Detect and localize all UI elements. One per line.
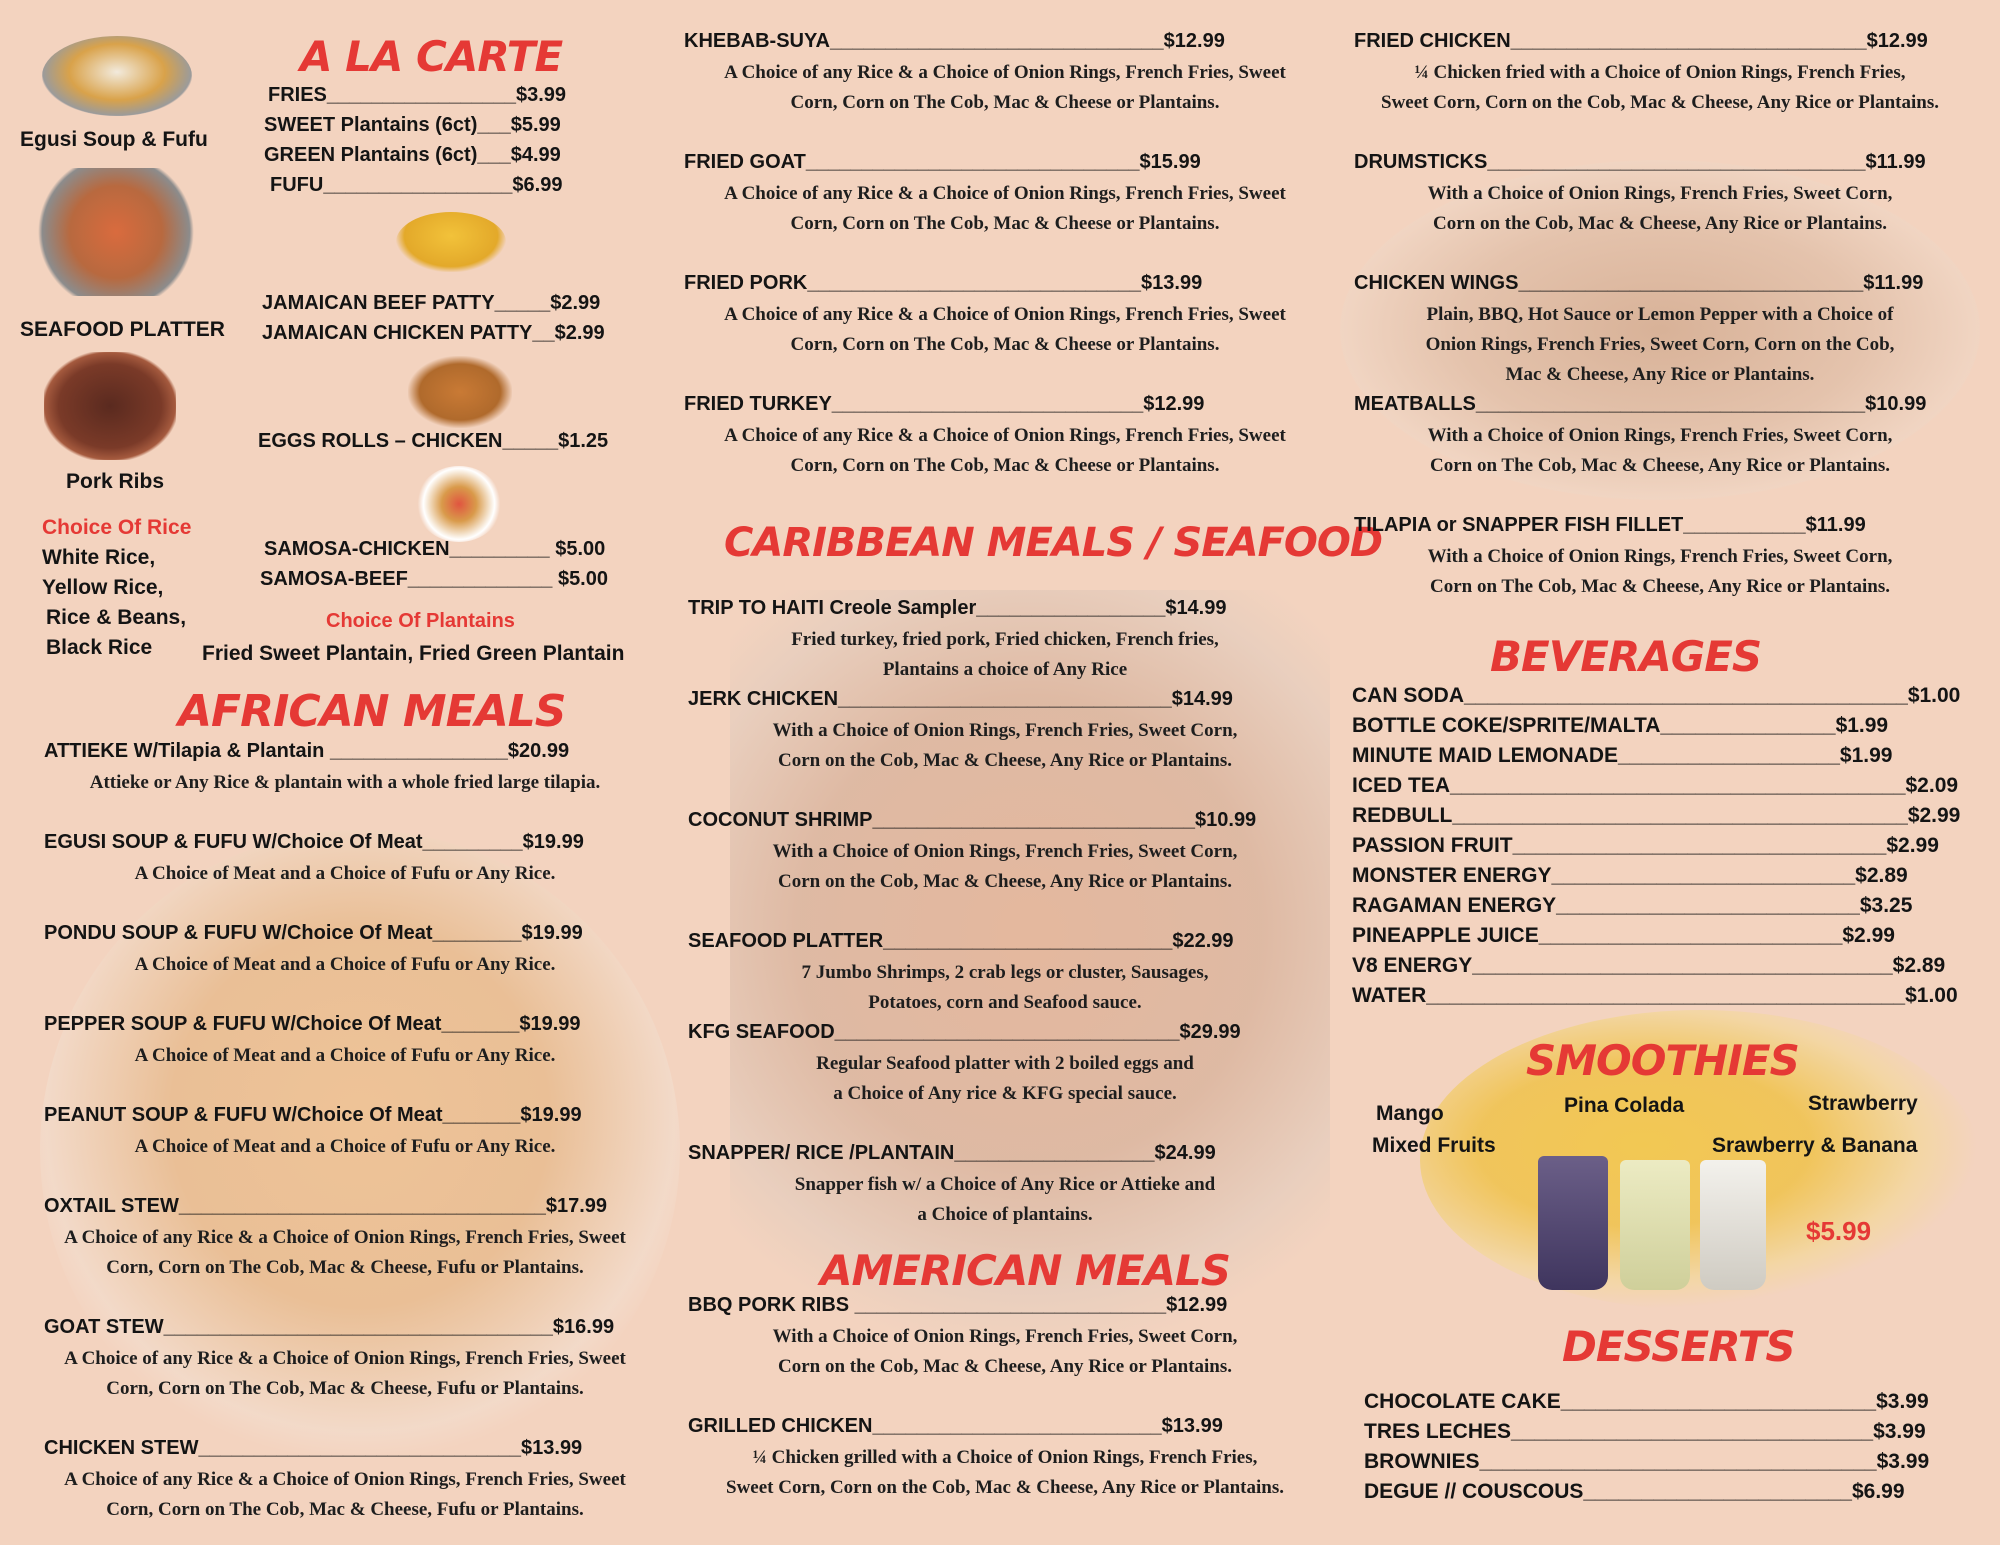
menu-item-description: Potatoes, corn and Seafood sauce. bbox=[868, 992, 1142, 1013]
menu-item-description: A Choice of Meat and a Choice of Fufu or Any Rice. bbox=[134, 1045, 556, 1066]
menu-item-description: Corn, Corn on The Cob, Mac & Cheese, Fufu or Plantains. bbox=[106, 1499, 584, 1520]
rice-option: Black Rice bbox=[46, 636, 153, 659]
a-la-carte-item: EGGS ROLLS – CHICKEN_____$1.25 bbox=[258, 430, 609, 452]
beverage-item: PASSION FRUIT________________________________$2.99 bbox=[1352, 834, 1939, 857]
menu-item-name: CHICKEN WINGS_______________________________$11.99 bbox=[1354, 272, 1924, 294]
menu-item-description: Onion Rings, French Fries, Sweet Corn, Corn on the Cob, bbox=[1425, 334, 1895, 355]
a-la-carte-item: JAMAICAN BEEF PATTY_____$2.99 bbox=[262, 292, 601, 314]
a-la-carte-item: SAMOSA-BEEF_____________ $5.00 bbox=[260, 568, 608, 590]
smoothie-flavor: Strawberry bbox=[1808, 1092, 1918, 1115]
menu-item-name: CHICKEN STEW_____________________________$13.99 bbox=[44, 1437, 583, 1459]
menu-item-description: A Choice of any Rice & a Choice of Onion Rings, French Fries, Sweet bbox=[724, 304, 1286, 325]
menu-item-description: ¼ Chicken fried with a Choice of Onion Rings, French Fries, bbox=[1414, 62, 1906, 83]
a-la-carte-title: A LA CARTE bbox=[300, 32, 563, 81]
menu-item-description: 7 Jumbo Shrimps, 2 crab legs or cluster, Sausages, bbox=[801, 962, 1209, 983]
menu-item-description: With a Choice of Onion Rings, French Fries, Sweet Corn, bbox=[1427, 183, 1893, 204]
dessert-item: CHOCOLATE CAKE___________________________$3.99 bbox=[1364, 1390, 1929, 1413]
rice-option: White Rice, bbox=[42, 546, 156, 569]
menu-item-name: KHEBAB-SUYA______________________________$12.99 bbox=[684, 30, 1225, 52]
a-la-carte-item: JAMAICAN CHICKEN PATTY__$2.99 bbox=[262, 322, 605, 344]
menu-item-description: Corn on the Cob, Mac & Cheese, Any Rice or Plantains. bbox=[1432, 213, 1888, 234]
samosa-image bbox=[416, 466, 502, 542]
menu-item-name: JERK CHICKEN______________________________$14.99 bbox=[688, 688, 1233, 710]
menu-item-name: GOAT STEW___________________________________$16.99 bbox=[44, 1316, 615, 1338]
menu-item-description: With a Choice of Onion Rings, French Fries, Sweet Corn, bbox=[772, 720, 1238, 741]
menu-item-description: Sweet Corn, Corn on the Cob, Mac & Cheese, Any Rice or Plantains. bbox=[726, 1477, 1284, 1498]
menu-item-name: SEAFOOD PLATTER__________________________$22.99 bbox=[688, 930, 1234, 952]
menu-item-description: A Choice of any Rice & a Choice of Onion Rings, French Fries, Sweet bbox=[724, 183, 1286, 204]
smoothie-cup-white-image bbox=[1700, 1160, 1766, 1290]
menu-item-description: A Choice of any Rice & a Choice of Onion Rings, French Fries, Sweet bbox=[64, 1227, 626, 1248]
menu-item-name: BBQ PORK RIBS ____________________________$12.99 bbox=[688, 1294, 1228, 1316]
menu-item-description: a Choice of Any rice & KFG special sauce. bbox=[833, 1083, 1177, 1104]
menu-item-description: With a Choice of Onion Rings, French Fries, Sweet Corn, bbox=[1427, 425, 1893, 446]
pork-ribs-caption: Pork Ribs bbox=[66, 470, 165, 493]
menu-item-description: Mac & Cheese, Any Rice or Plantains. bbox=[1505, 364, 1815, 385]
beverage-item: V8 ENERGY____________________________________$2.89 bbox=[1352, 954, 1946, 977]
beverage-item: RAGAMAN ENERGY__________________________$3.25 bbox=[1352, 894, 1913, 917]
menu-item-name: PEANUT SOUP & FUFU W/Choice Of Meat_______$19.99 bbox=[44, 1104, 582, 1126]
menu-item-description: A Choice of Meat and a Choice of Fufu or Any Rice. bbox=[134, 863, 556, 884]
menu-item-name: FRIED GOAT______________________________$15.99 bbox=[684, 151, 1201, 173]
choice-of-rice-label: Choice Of Rice bbox=[42, 516, 192, 539]
menu-item-description: Snapper fish w/ a Choice of Any Rice or Attieke and bbox=[794, 1174, 1216, 1195]
a-la-carte-item: FRIES_________________$3.99 bbox=[268, 84, 567, 106]
menu-item-description: A Choice of any Rice & a Choice of Onion Rings, French Fries, Sweet bbox=[724, 62, 1286, 83]
menu-item-description: A Choice of Meat and a Choice of Fufu or Any Rice. bbox=[134, 1136, 556, 1157]
menu-item-name: OXTAIL STEW_________________________________$17.99 bbox=[44, 1195, 608, 1217]
menu-item-name: MEATBALLS___________________________________$10.99 bbox=[1354, 393, 1927, 415]
menu-item-description: Corn on The Cob, Mac & Cheese, Any Rice or Plantains. bbox=[1429, 455, 1891, 476]
rice-option: Rice & Beans, bbox=[46, 606, 187, 629]
pork-ribs-image bbox=[44, 352, 176, 460]
menu-item-name: COCONUT SHRIMP_____________________________$10.99 bbox=[688, 809, 1257, 831]
menu-item-description: Fried turkey, fried pork, Fried chicken, French fries, bbox=[791, 629, 1219, 650]
menu-item-description: With a Choice of Onion Rings, French Fries, Sweet Corn, bbox=[772, 1326, 1238, 1347]
plantain-options-text: Fried Sweet Plantain, Fried Green Plantain bbox=[202, 642, 625, 665]
beverage-item: BOTTLE COKE/SPRITE/MALTA_______________$1.99 bbox=[1352, 714, 1889, 737]
menu-item-name: TILAPIA or SNAPPER FISH FILLET___________$11.99 bbox=[1354, 514, 1866, 536]
dessert-item: BROWNIES__________________________________$3.99 bbox=[1364, 1450, 1930, 1473]
a-la-carte-item: GREEN Plantains (6ct)___$4.99 bbox=[264, 144, 561, 166]
seafood-platter-caption: SEAFOOD PLATTER bbox=[20, 318, 225, 341]
menu-item-description: A Choice of any Rice & a Choice of Onion Rings, French Fries, Sweet bbox=[64, 1469, 626, 1490]
smoothie-flavor: Pina Colada bbox=[1564, 1094, 1685, 1117]
middle-column bbox=[670, 0, 1383, 1545]
menu-item-description: With a Choice of Onion Rings, French Fries, Sweet Corn, bbox=[1427, 546, 1893, 567]
menu-item-description: a Choice of plantains. bbox=[917, 1204, 1093, 1225]
menu-item-name: FRIED CHICKEN________________________________$12.99 bbox=[1354, 30, 1928, 52]
beef-patty-image bbox=[396, 212, 506, 272]
egusi-soup-fufu-image bbox=[42, 36, 192, 116]
menu-item-name: DRUMSTICKS__________________________________$11.99 bbox=[1354, 151, 1926, 173]
menu-item-description: Corn on the Cob, Mac & Cheese, Any Rice or Plantains. bbox=[777, 1356, 1233, 1377]
smoothie-cup-yellow-image bbox=[1620, 1160, 1690, 1290]
menu-item-description: Corn, Corn on The Cob, Mac & Cheese or Plantains. bbox=[790, 213, 1220, 234]
beverage-item: WATER_________________________________________$1.00 bbox=[1352, 984, 1958, 1007]
a-la-carte-item: SAMOSA-CHICKEN_________ $5.00 bbox=[264, 538, 606, 560]
menu-item-description: Corn, Corn on The Cob, Mac & Cheese, Fufu or Plantains. bbox=[106, 1378, 584, 1399]
left-column bbox=[0, 0, 670, 1545]
menu-item-name: GRILLED CHICKEN__________________________$13.99 bbox=[688, 1415, 1223, 1437]
menu-item-name: TRIP TO HAITI Creole Sampler_________________$14.99 bbox=[688, 597, 1227, 619]
menu-item-description: A Choice of Meat and a Choice of Fufu or Any Rice. bbox=[134, 954, 556, 975]
desserts-title: DESSERTS bbox=[1562, 1322, 1795, 1371]
beverage-item: ICED TEA_______________________________________$2.09 bbox=[1352, 774, 1959, 797]
menu-item-name: EGUSI SOUP & FUFU W/Choice Of Meat_________$19.99 bbox=[44, 831, 584, 853]
a-la-carte-item: SWEET Plantains (6ct)___$5.99 bbox=[264, 114, 561, 136]
menu-item-name: SNAPPER/ RICE /PLANTAIN__________________$24.99 bbox=[688, 1142, 1216, 1164]
beverage-item: MINUTE MAID LEMONADE___________________$1.99 bbox=[1352, 744, 1893, 767]
smoothies-title: SMOOTHIES bbox=[1526, 1036, 1799, 1085]
menu-item-description: Corn, Corn on The Cob, Mac & Cheese, Fufu or Plantains. bbox=[106, 1257, 584, 1278]
menu-item-description: A Choice of any Rice & a Choice of Onion Rings, French Fries, Sweet bbox=[724, 425, 1286, 446]
menu-item-description: Attieke or Any Rice & plantain with a whole fried large tilapia. bbox=[89, 772, 601, 793]
menu-item-name: PEPPER SOUP & FUFU W/Choice Of Meat_______$19.99 bbox=[44, 1013, 581, 1035]
menu-item-description: Plantains a choice of Any Rice bbox=[882, 659, 1128, 680]
menu-item-name: PONDU SOUP & FUFU W/Choice Of Meat________$19.99 bbox=[44, 922, 583, 944]
beverages-title: BEVERAGES bbox=[1490, 632, 1762, 681]
egg-rolls-image bbox=[408, 356, 512, 428]
african-meals-title: AFRICAN MEALS bbox=[178, 686, 566, 737]
seafood-platter-image bbox=[36, 168, 196, 296]
smoothie-cup-purple-image bbox=[1538, 1156, 1608, 1290]
menu-item-name: KFG SEAFOOD_______________________________$29.99 bbox=[688, 1021, 1241, 1043]
menu-item-description: ¼ Chicken grilled with a Choice of Onion Rings, French Fries, bbox=[752, 1447, 1258, 1468]
menu-item-description: With a Choice of Onion Rings, French Fries, Sweet Corn, bbox=[772, 841, 1238, 862]
beverage-item: MONSTER ENERGY__________________________$2.89 bbox=[1352, 864, 1908, 887]
choice-of-plantains-label: Choice Of Plantains bbox=[326, 610, 515, 632]
a-la-carte-item: FUFU_________________$6.99 bbox=[270, 174, 563, 196]
menu-item-description: Plain, BBQ, Hot Sauce or Lemon Pepper with a Choice of bbox=[1426, 304, 1894, 325]
menu-item-name: FRIED TURKEY____________________________$12.99 bbox=[684, 393, 1205, 415]
smoothie-price: $5.99 bbox=[1806, 1216, 1872, 1246]
rice-option: Yellow Rice, bbox=[42, 576, 164, 599]
smoothie-flavor: Mixed Fruits bbox=[1372, 1134, 1496, 1157]
menu-item-description: Sweet Corn, Corn on the Cob, Mac & Cheese, Any Rice or Plantains. bbox=[1381, 92, 1939, 113]
caribbean-meals-title: CARIBBEAN MEALS / SEAFOOD bbox=[724, 520, 1383, 566]
smoothie-flavor: Mango bbox=[1376, 1102, 1444, 1125]
menu-item-description: Corn, Corn on The Cob, Mac & Cheese or Plantains. bbox=[790, 455, 1220, 476]
menu-item-name: FRIED PORK______________________________$13.99 bbox=[684, 272, 1203, 294]
smoothie-flavor: Srawberry & Banana bbox=[1712, 1134, 1918, 1157]
beverage-item: CAN SODA______________________________________$1.00 bbox=[1352, 684, 1961, 707]
menu-item-description: Corn, Corn on The Cob, Mac & Cheese or Plantains. bbox=[790, 334, 1220, 355]
menu-item-description: Corn on the Cob, Mac & Cheese, Any Rice or Plantains. bbox=[777, 871, 1233, 892]
beverage-item: REDBULL_______________________________________$2.99 bbox=[1352, 804, 1961, 827]
menu-item-name: ATTIEKE W/Tilapia & Plantain ________________$20.99 bbox=[44, 740, 570, 762]
egusi-soup-fufu-caption: Egusi Soup & Fufu bbox=[20, 128, 208, 151]
menu-item-description: Regular Seafood platter with 2 boiled eggs and bbox=[816, 1053, 1194, 1074]
beverage-item: PINEAPPLE JUICE__________________________$2.99 bbox=[1352, 924, 1895, 947]
menu-item-description: Corn, Corn on The Cob, Mac & Cheese or Plantains. bbox=[790, 92, 1220, 113]
menu-item-description: A Choice of any Rice & a Choice of Onion Rings, French Fries, Sweet bbox=[64, 1348, 626, 1369]
right-column bbox=[1340, 0, 2000, 1545]
menu-item-description: Corn on The Cob, Mac & Cheese, Any Rice or Plantains. bbox=[1429, 576, 1891, 597]
american-meals-title: AMERICAN MEALS bbox=[820, 1246, 1231, 1295]
menu-item-description: Corn on the Cob, Mac & Cheese, Any Rice or Plantains. bbox=[777, 750, 1233, 771]
dessert-item: DEGUE // COUSCOUS_______________________$6.99 bbox=[1364, 1480, 1905, 1503]
dessert-item: TRES LECHES_______________________________$3.99 bbox=[1364, 1420, 1926, 1443]
